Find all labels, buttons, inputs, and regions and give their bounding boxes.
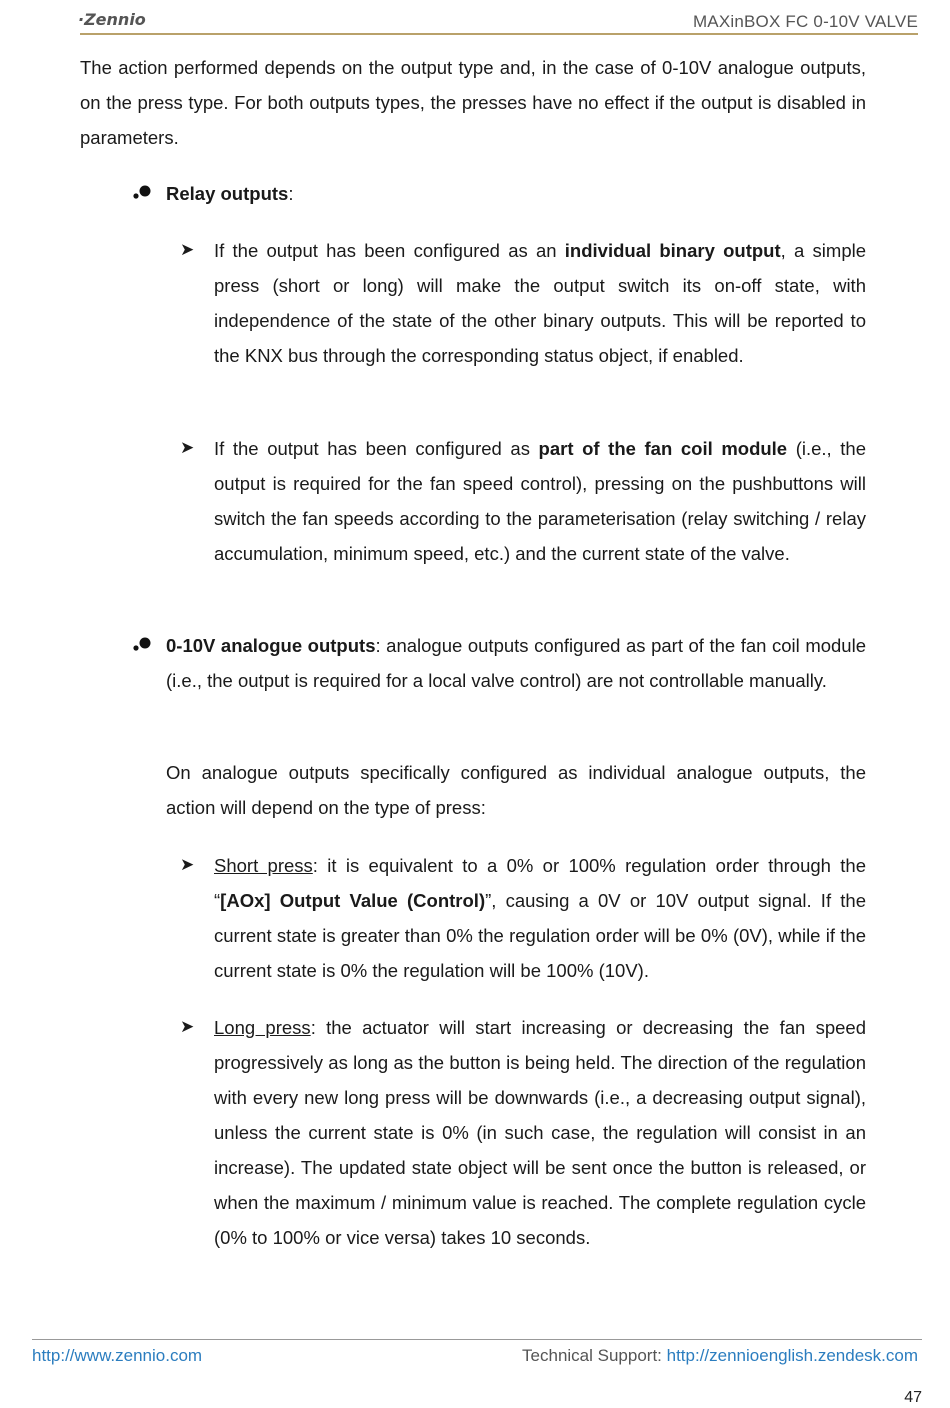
- support-label: Technical Support:: [522, 1346, 667, 1365]
- relay-item-binary-pre: If the output has been configured as an: [214, 240, 565, 261]
- relay-item-binary-bold: individual binary output: [564, 240, 781, 261]
- long-press-label: Long press: [214, 1017, 311, 1038]
- technical-support: [522, 1346, 918, 1366]
- header-rule: [80, 33, 918, 35]
- arrow-bullet-icon: ➤: [180, 438, 195, 458]
- arrow-bullet-icon: ➤: [180, 240, 195, 260]
- intro-paragraph: The action performed depends on the output type and, in the case of 0-10V analogue outputs, on the press type. For both outputs types, the presses have no effect if the output is disabled in parameters.: [80, 57, 866, 148]
- relay-item-binary-post: , a simple press (short or long) will make the output switch its on-off state, with independence of the state of the other binary outputs. This will be reported to the KNX bus through the corresponding status object, if enabled.: [214, 240, 867, 366]
- relay-heading-colon: :: [288, 183, 294, 204]
- arrow-bullet-icon: ➤: [180, 1017, 195, 1037]
- short-press-item: [214, 848, 866, 988]
- zennio-logo: ·Zennio: [78, 10, 146, 29]
- bullet-icon: [131, 636, 153, 652]
- relay-item-fancoil-bold: part of the fan coil module: [538, 438, 788, 459]
- support-link[interactable]: http://zennioenglish.zendesk.com: [666, 1346, 918, 1365]
- long-press-text: : the actuator will start increasing or decreasing the fan speed progressively as long as the button is being held. The direction of the regulation with every new long press will be downwards (i.e., a decreasing output signal), unless the current state is 0% (in such case, the regulation will consist in an increase). The updated state object will be sent once the button is released, or when the maximum / minimum value is reached. The complete regulation cycle (0% to 100% or vice versa) takes 10 seconds.: [214, 1017, 866, 1248]
- relay-heading-text: Relay outputs: [166, 183, 289, 204]
- analogue-paragraph: [166, 628, 866, 698]
- arrow-bullet-icon: ➤: [180, 855, 195, 875]
- relay-item-binary: [214, 233, 866, 373]
- long-press-item: [214, 1010, 866, 1255]
- analogue-text: : analogue outputs configured as part of the fan coil module (i.e., the output is required for a local valve control) are not controllable manually.: [166, 635, 866, 691]
- bullet-icon: [131, 184, 153, 200]
- short-press-pre: : it is equivalent to a 0% or 100% regulation order through the “: [214, 855, 866, 911]
- relay-item-fancoil-pre: If the output has been configured as: [214, 438, 539, 459]
- footer-rule: [32, 1339, 922, 1340]
- header-title: MAXinBOX FC 0-10V VALVE: [692, 12, 918, 31]
- short-press-object: [AOx] Output Value (Control): [220, 890, 486, 911]
- relay-heading: [166, 176, 866, 211]
- analogue-heading: 0-10V analogue outputs: [166, 635, 376, 656]
- relay-item-fancoil-post: (i.e., the output is required for the fan speed control), pressing on the pushbuttons will switch the fan speeds according to the parameterisation (relay switching / relay accumulation, minimum speed, etc.) and the current state of the valve.: [214, 438, 867, 564]
- analogue-individual-paragraph: On analogue outputs specifically configured as individual analogue outputs, the action will depend on the type of press:: [166, 762, 866, 818]
- short-press-post: ”, causing a 0V or 10V output signal. If the current state is greater than 0% the regulation order will be 0% (0V), while if the current state is 0% the regulation will be 100% (10V).: [214, 890, 866, 981]
- relay-item-fancoil: [214, 431, 866, 571]
- short-press-label: Short press: [214, 855, 313, 876]
- page-number: 47: [904, 1389, 922, 1406]
- website-link[interactable]: http://www.zennio.com: [32, 1346, 203, 1365]
